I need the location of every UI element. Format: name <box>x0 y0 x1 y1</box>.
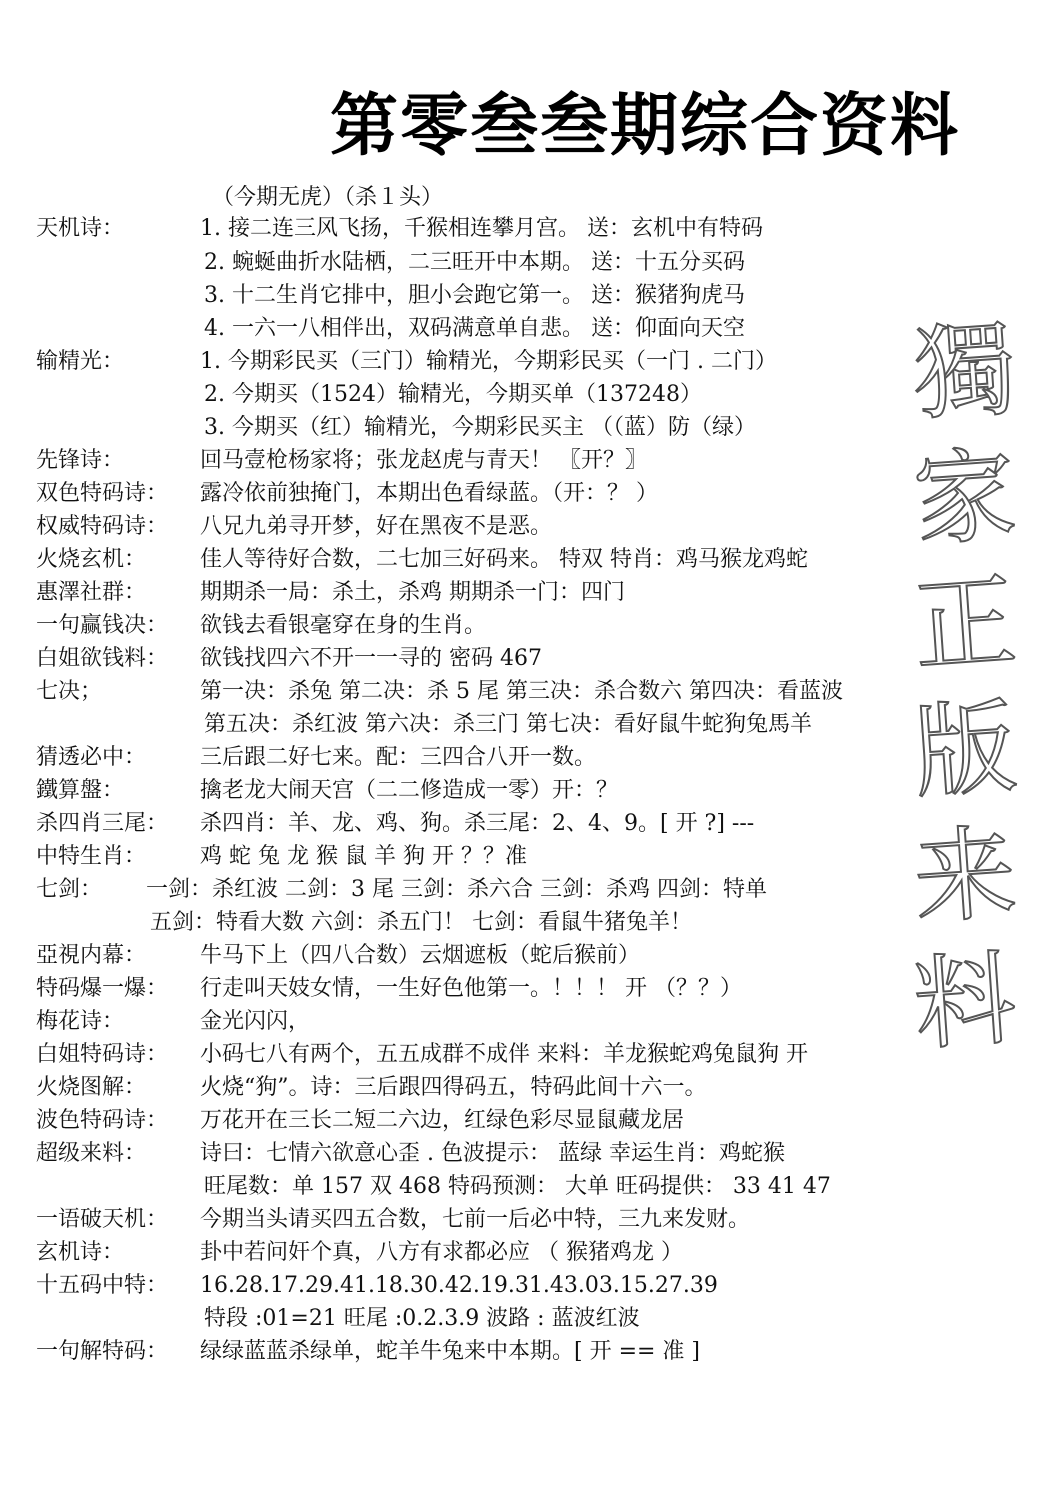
row-label: 一语破天机： <box>36 1207 169 1232</box>
row-text: 诗曰：七情六欲意心歪 . 色波提示： 蓝绿 幸运生肖：鸡蛇猴 <box>200 1141 785 1166</box>
watermark-char: 版 <box>909 687 1020 814</box>
row-text: 期期杀一局：杀土，杀鸡 期期杀一门：四门 <box>200 580 625 605</box>
row-text: 回马壹枪杨家将；张龙赵虎与青天！ 〖开？〗 <box>200 448 647 473</box>
row-label: 中特生肖： <box>36 844 147 869</box>
row-text: 旺尾数：单 157 双 468 特码预测： 大单 旺码提供： 33 41 47 <box>204 1174 831 1199</box>
watermark-char: 正 <box>909 561 1020 688</box>
watermark-char: 獨 <box>909 309 1020 436</box>
watermark-char: 料 <box>909 939 1020 1066</box>
row-text: 特段 :01=21 旺尾 :0.2.3.9 波路 : 蓝波红波 <box>204 1306 640 1331</box>
row-text: 第五决：杀红波 第六决：杀三门 第七决：看好鼠牛蛇狗兔馬羊 <box>204 712 812 737</box>
row-text: 3. 今期买（红）输精光，今期彩民买主 （（蓝）防（绿） <box>204 415 756 440</box>
row-label: 一句解特码： <box>36 1339 169 1364</box>
row-text: 擒老龙大闹天宫（二二修造成一零）开：？ <box>200 778 619 803</box>
row-text: 16.28.17.29.41.18.30.42.19.31.43.03.15.27.39 <box>200 1273 718 1298</box>
row-text: 3. 十二生肖它排中，胆小会跑它第一。 送：猴猪狗虎马 <box>204 283 745 308</box>
row-text: 露冷依前独掩门，本期出色看绿蓝。（开：？ ） <box>200 481 658 506</box>
row-label: 惠澤社群： <box>36 580 147 605</box>
row-label: 特码爆一爆： <box>36 976 169 1001</box>
row-text: 杀四肖：羊、龙、鸡、狗。杀三尾：2、4、9。[ 开 ?] --- <box>200 811 755 836</box>
row-label: 七决； <box>36 679 103 704</box>
row-text: 牛马下上（四八合数）云烟遮板（蛇后猴前） <box>200 943 641 968</box>
watermark <box>905 310 1025 1066</box>
row-text: 行走叫天妓女情，一生好色他第一。！！！ 开 （？？） <box>200 976 742 1001</box>
row-label: 白姐欲钱料： <box>36 646 169 671</box>
row-label: 鐵算盤： <box>36 778 125 803</box>
row-label: 输精光： <box>36 349 125 374</box>
row-text: 小码七八有两个，五五成群不成伴 来料：羊龙猴蛇鸡兔鼠狗 开 <box>200 1042 808 1067</box>
row-text: 1. 今期彩民买（三门）输精光，今期彩民买（一门 . 二门） <box>200 349 777 374</box>
row-label: 猜透必中： <box>36 745 147 770</box>
row-text: 金光闪闪， <box>200 1009 311 1034</box>
page-title: 第零叁叁期综合资料 <box>330 87 961 166</box>
row-text: 今期当头请买四五合数，七前一后必中特，三九来发财。 <box>200 1207 751 1232</box>
row-text: 卦中若问奸个真，八方有求都必应 （ 猴猪鸡龙 ） <box>200 1240 683 1265</box>
row-text: 五剑：特看大数 六剑：杀五门！ 七剑：看鼠牛猪兔羊！ <box>150 910 692 935</box>
row-label: 梅花诗： <box>36 1009 125 1034</box>
row-text: 佳人等待好合数，二七加三好码来。 特双 特肖：鸡马猴龙鸡蛇 <box>200 547 808 572</box>
row-label: 杀四肖三尾： <box>36 811 169 836</box>
row-text: 第一决：杀兔 第二决：杀 5 尾 第三决：杀合数六 第四决：看蓝波 <box>200 679 843 704</box>
row-text: 三后跟二好七来。配：三四合八开一数。 <box>200 745 597 770</box>
row-label: 波色特码诗： <box>36 1108 169 1133</box>
row-text: 火烧“狗”。诗：三后跟四得码五，特码此间十六一。 <box>200 1075 707 1100</box>
row-label: 玄机诗： <box>36 1240 125 1265</box>
row-label: 火烧玄机： <box>36 547 147 572</box>
row-label: 亞視内幕： <box>36 943 147 968</box>
row-text: 1. 接二连三风飞扬，千猴相连攀月宫。 送：玄机中有特码 <box>200 216 763 241</box>
row-label: 白姐特码诗： <box>36 1042 169 1067</box>
row-text: 4. 一六一八相伴出，双码满意单自悲。 送：仰面向天空 <box>204 316 745 341</box>
row-text: 鸡 蛇 兔 龙 猴 鼠 羊 狗 开 ？？准 <box>200 844 527 869</box>
row-label: 超级来料： <box>36 1141 147 1166</box>
row-label: 权威特码诗： <box>36 514 169 539</box>
watermark-char: 家 <box>909 435 1020 562</box>
row-label: 双色特码诗： <box>36 481 169 506</box>
row-label: 七剑： <box>36 877 103 902</box>
row-label: 火烧图解： <box>36 1075 147 1100</box>
row-label: 天机诗： <box>36 216 125 241</box>
row-label: 先锋诗： <box>36 448 125 473</box>
row-text: 一剑：杀红波 二剑：3 尾 三剑：杀六合 三剑：杀鸡 四剑：特单 <box>146 877 767 902</box>
row-label: 一句赢钱决： <box>36 613 169 638</box>
row-text: 绿绿蓝蓝杀绿单，蛇羊牛兔来中本期。[ 开 == 准 ] <box>200 1339 701 1364</box>
row-text: 万花开在三长二短二六边，红绿色彩尽显鼠藏龙居 <box>200 1108 685 1133</box>
row-text: 欲钱去看银毫穿在身的生肖。 <box>200 613 487 638</box>
row-text: 欲钱找四六不开一一寻的 密码 467 <box>200 646 542 671</box>
row-text: 2. 蜿蜒曲折水陆栖，二三旺开中本期。 送：十五分买码 <box>204 250 745 275</box>
row-text: 八兄九弟寻开梦，好在黑夜不是恶。 <box>200 514 553 539</box>
page-subtitle: （今期无虎）（杀１头） <box>212 185 444 210</box>
row-text: 2. 今期买（1524）输精光，今期买单（137248） <box>204 382 702 407</box>
row-label: 十五码中特： <box>36 1273 169 1298</box>
watermark-char: 来 <box>909 813 1020 940</box>
